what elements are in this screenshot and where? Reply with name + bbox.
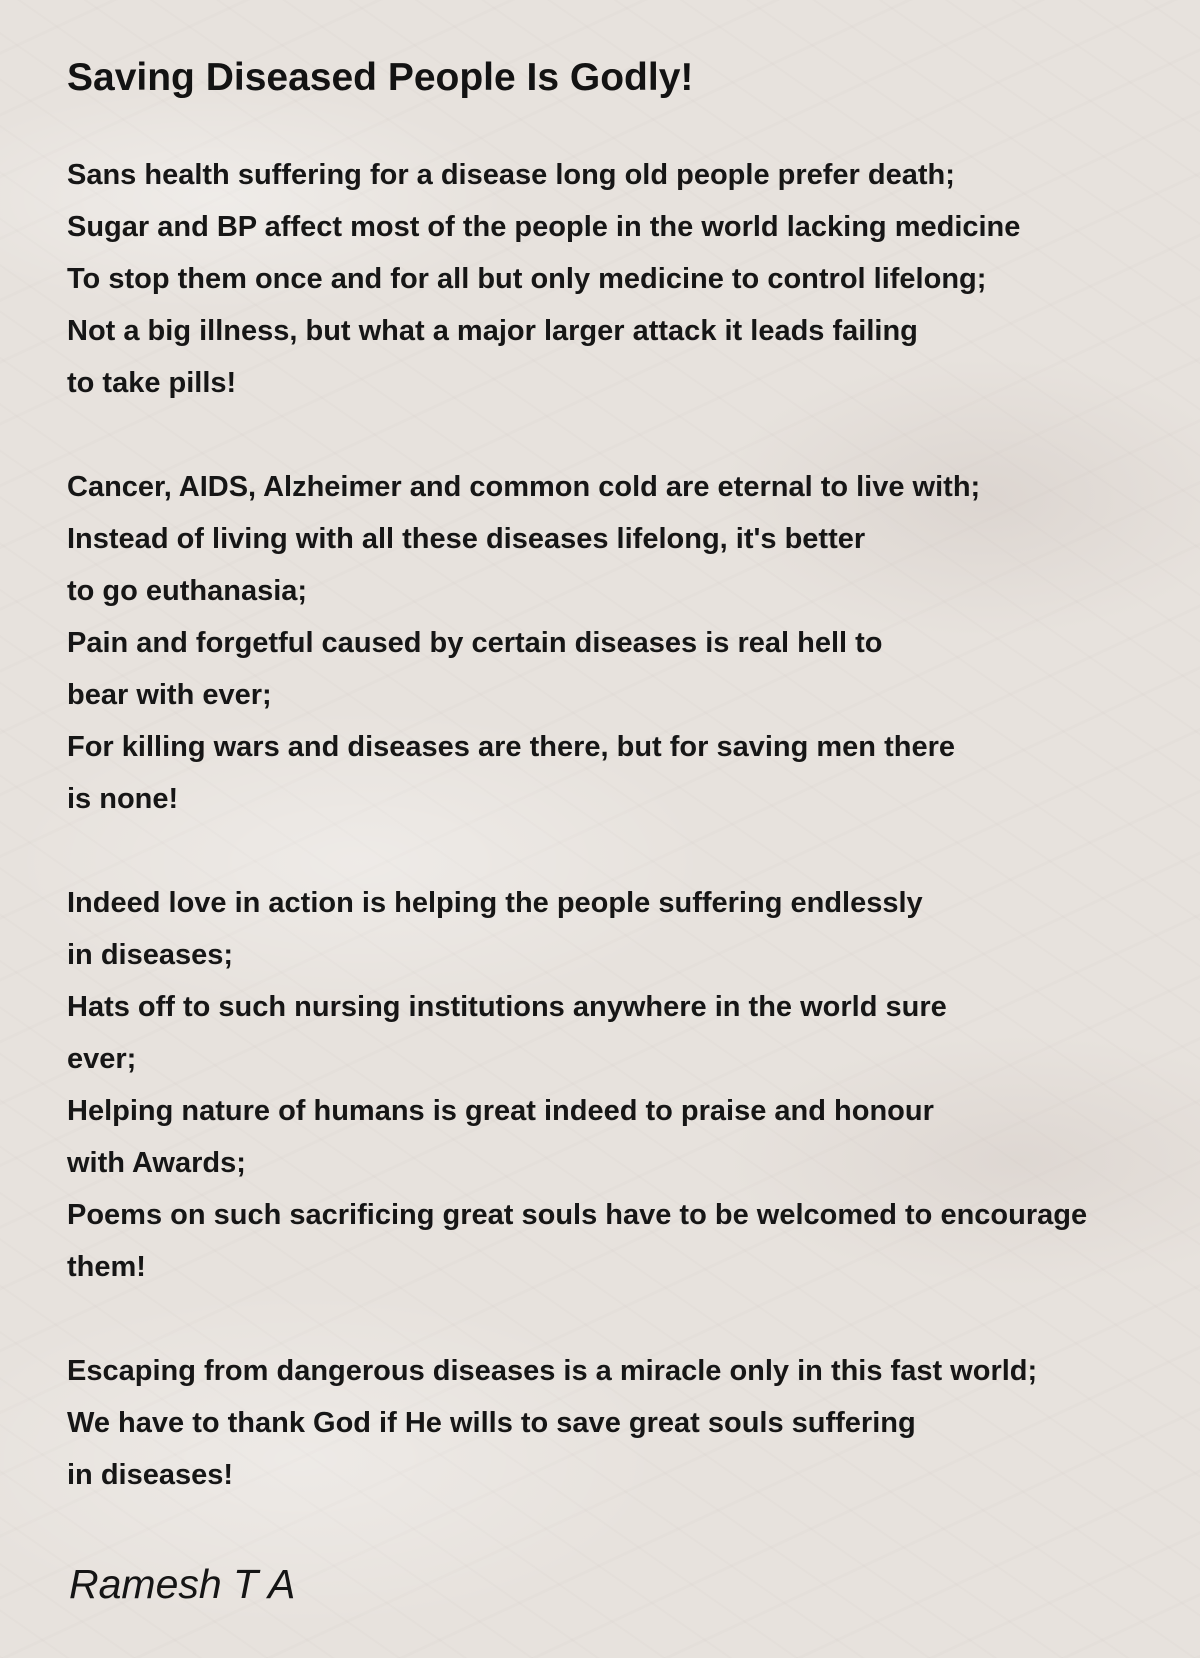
poem-line: with Awards; [67, 1147, 246, 1179]
poem-line: Sans health suffering for a disease long old people prefer death; [67, 159, 955, 191]
poem-line: Not a big illness, but what a major larger attack it leads failing [67, 315, 918, 347]
poem-line: Hats off to such nursing institutions anywhere in the world sure [67, 991, 947, 1023]
poem-line: Indeed love in action is helping the people suffering endlessly [67, 887, 923, 919]
poem-page [67, 0, 1200, 1658]
poem-line: We have to thank God if He wills to save great souls suffering [67, 1407, 916, 1439]
poem-line: Instead of living with all these diseases lifelong, it's better [67, 523, 866, 555]
poem-line: ever; [67, 1043, 137, 1075]
poem-author: Ramesh T A [69, 1561, 296, 1607]
poem-line: Helping nature of humans is great indeed to praise and honour [67, 1095, 934, 1127]
poem-line: in diseases; [67, 939, 234, 971]
stanza-4 [67, 1345, 1200, 1501]
stanza-1 [67, 149, 1200, 409]
poem-line: Pain and forgetful caused by certain diseases is real hell to [67, 627, 883, 659]
poem-line: to take pills! [67, 367, 237, 399]
stanza-3 [67, 877, 1200, 1293]
poem-line: Cancer, AIDS, Alzheimer and common cold are eternal to live with; [67, 471, 981, 503]
poem-title: Saving Diseased People Is Godly! [67, 56, 694, 99]
poem-line: bear with ever; [67, 679, 272, 711]
poem-line: them! [67, 1251, 146, 1283]
poem-line: in diseases! [67, 1459, 234, 1491]
stanza-2 [67, 461, 1200, 825]
poem-body [67, 149, 1200, 1501]
poem-line: Sugar and BP affect most of the people in the world lacking medicine [67, 211, 1021, 243]
poem-line: To stop them once and for all but only medicine to control lifelong; [67, 263, 987, 295]
poem-line: is none! [67, 783, 179, 815]
poem-line: For killing wars and diseases are there, but for saving men there [67, 731, 955, 763]
poem-line: to go euthanasia; [67, 575, 308, 607]
poem-line: Poems on such sacrificing great souls have to be welcomed to encourage [67, 1199, 1088, 1231]
poem-line: Escaping from dangerous diseases is a miracle only in this fast world; [67, 1355, 1038, 1387]
